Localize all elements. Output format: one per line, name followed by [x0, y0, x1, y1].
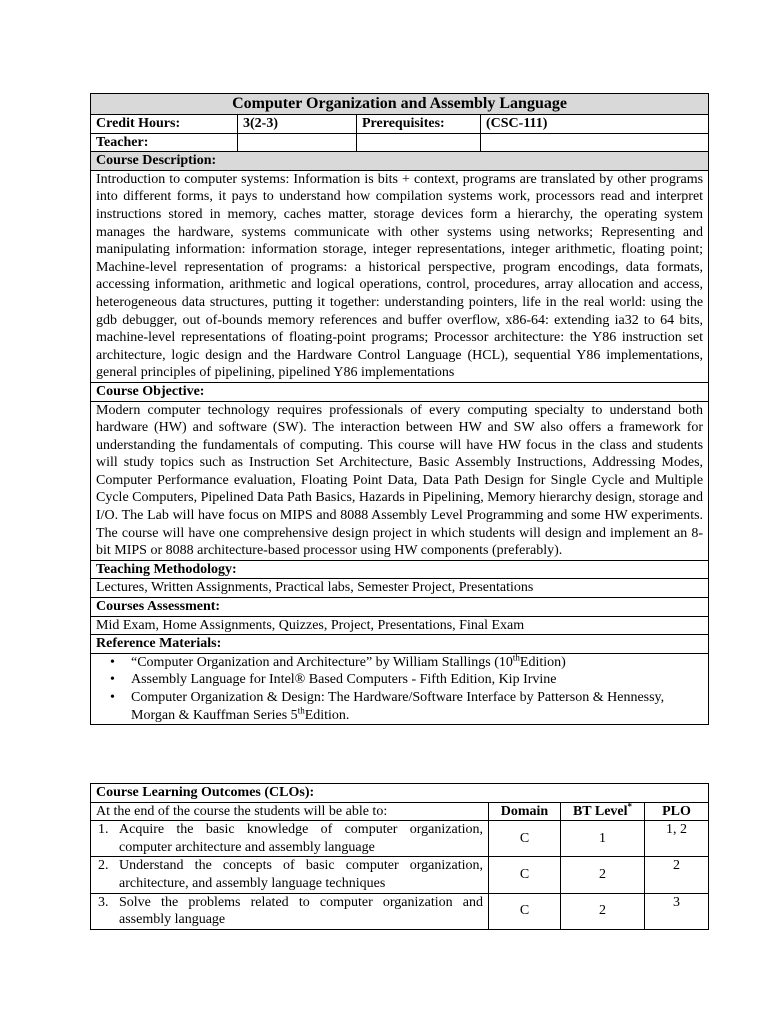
clo-row: [91, 821, 709, 857]
prerequisites-label: Prerequisites:: [357, 115, 481, 134]
clo-intro: At the end of the course the students will be able to:: [91, 802, 489, 821]
col-bt-label: BT Level: [572, 803, 628, 819]
title-row: [91, 94, 709, 115]
courses-assessment: Mid Exam, Home Assignments, Quizzes, Project, Presentations, Final Exam: [91, 616, 709, 635]
methodology-row: [91, 579, 709, 598]
methodology-label: Teaching Methodology:: [91, 560, 709, 579]
references-row: [91, 653, 709, 724]
reference-text: Assembly Language for Intel® Based Computers - Fifth Edition, Kip Irvine: [131, 672, 557, 688]
references-cell: [91, 653, 709, 724]
reference-text: Computer Organization & Design: The Hardware/Software Interface by Patterson & Hennessy, Morgan & Kauffman Series 5: [131, 690, 665, 723]
credit-hours-label: Credit Hours:: [91, 115, 238, 134]
reference-tail: Edition): [519, 654, 566, 670]
assessment-row: [91, 616, 709, 635]
course-objective: Modern computer technology requires professionals of every computing specialty to understand both hardware (HW) and software (SW). The interaction between HW and SW also offers a framework for understanding the fundamentals of computing. This course will have HW focus in the class and students will study topics such as Instruction Set Architecture, Basic Assembly Instructions, Addressing Modes, Computer Performance evaluation, Floating Point Data, Data Path Design for Single Cycle and Multiple Cycle Computers, Pipelined Data Path Basics, Hazards in Pipelining, Memory hierarchy design, storage and I/O. The Lab will have focus on MIPS and 8088 Assembly Level Programming and some HW experiments. The course will have one comprehensive design project in which students will design and implement an 8-bit MIPS or 8088 architecture-based processor using HW components (preferably).: [91, 401, 709, 560]
reference-text: “Computer Organization and Architecture” by William Stallings (10: [131, 654, 513, 670]
clo-bt-level: 2: [561, 857, 645, 893]
clo-number: 3.: [98, 894, 109, 910]
clo-bt-level: 1: [561, 821, 645, 857]
clo-plo: 1, 2: [645, 821, 709, 857]
clo-statement: [91, 857, 489, 893]
reference-tail: Edition.: [304, 707, 350, 723]
clo-number: 2.: [98, 858, 109, 874]
clo-header: Course Learning Outcomes (CLOs):: [91, 784, 709, 803]
clo-domain: C: [489, 893, 561, 929]
col-bt-mark: *: [627, 800, 633, 811]
col-domain: Domain: [489, 802, 561, 821]
clo-text: Understand the concepts of basic computer organization, architecture, and assembly language techniques: [119, 858, 483, 891]
clo-statement: [91, 893, 489, 929]
teacher-row: [91, 133, 709, 152]
clo-domain: C: [489, 857, 561, 893]
teacher-label: Teacher:: [91, 133, 238, 152]
reference-item: [96, 654, 703, 672]
description-header-row: [91, 152, 709, 171]
assessment-label: Courses Assessment:: [91, 598, 709, 617]
clo-table: [90, 783, 709, 930]
clo-statement: [91, 821, 489, 857]
objective-header-row: [91, 382, 709, 401]
reference-item: [96, 671, 703, 689]
clo-bt-level: 2: [561, 893, 645, 929]
col-plo: PLO: [645, 802, 709, 821]
assessment-header-row: [91, 598, 709, 617]
clo-columns-row: [91, 802, 709, 821]
clo-plo: 3: [645, 893, 709, 929]
clo-text: Acquire the basic knowledge of computer organization, computer architecture and assembly language: [119, 822, 483, 855]
credit-hours-value: 3(2-3): [238, 115, 357, 134]
description-label: Course Description:: [91, 152, 709, 171]
clo-number: 1.: [98, 822, 109, 838]
clo-text: Solve the problems related to computer organization and assembly language: [119, 894, 483, 928]
course-description: Introduction to computer systems: Information is bits + context, programs are translated by other programs into different forms, it pays to understand how compilation systems work, processors read and interpret instructions stored in memory, caches matter, storage devices form a hierarchy, the operating system manages the hardware, systems communicate with other systems using networks; Representing and manipulating information: information storage, integer representations, integer arithmetic, floating point; Machine-level representation of programs: a historical perspective, program encodings, data formats, accessing information, arithmetic and logical operations, control, procedures, array allocation and access, heterogeneous data structures, putting it together: understanding pointers, life in the real world: using the gdb debugger, out of-bounds memory references and buffer overflow, x86-64: extending ia32 to 64 bits, machine-level representations of floating-point programs; Processor architecture: the Y86 instruction set architecture, logic design and the Hardware Control Language (HCL), sequential Y86 implementations, general principles of pipelining, pipelined Y86 implementations: [91, 170, 709, 382]
reference-item: [96, 689, 703, 724]
methodology-header-row: [91, 560, 709, 579]
references-label: Reference Materials:: [91, 635, 709, 654]
reference-sup: th: [297, 704, 305, 715]
prerequisites-value: (CSC-111): [481, 115, 709, 134]
clo-header-row: [91, 784, 709, 803]
empty-cell: [481, 133, 709, 152]
empty-cell: [357, 133, 481, 152]
clo-row: [91, 857, 709, 893]
course-title: Computer Organization and Assembly Language: [91, 94, 709, 115]
course-info-table: [90, 93, 709, 725]
clo-domain: C: [489, 821, 561, 857]
clo-plo: 2: [645, 857, 709, 893]
credit-hours-row: [91, 115, 709, 134]
reference-list: [96, 654, 703, 724]
description-row: [91, 170, 709, 382]
teacher-value: [238, 133, 357, 152]
teaching-methodology: Lectures, Written Assignments, Practical labs, Semester Project, Presentations: [91, 579, 709, 598]
references-header-row: [91, 635, 709, 654]
col-bt-level: [561, 802, 645, 821]
reference-sup: th: [512, 652, 520, 663]
objective-row: [91, 401, 709, 560]
clo-row: [91, 893, 709, 929]
objective-label: Course Objective:: [91, 382, 709, 401]
